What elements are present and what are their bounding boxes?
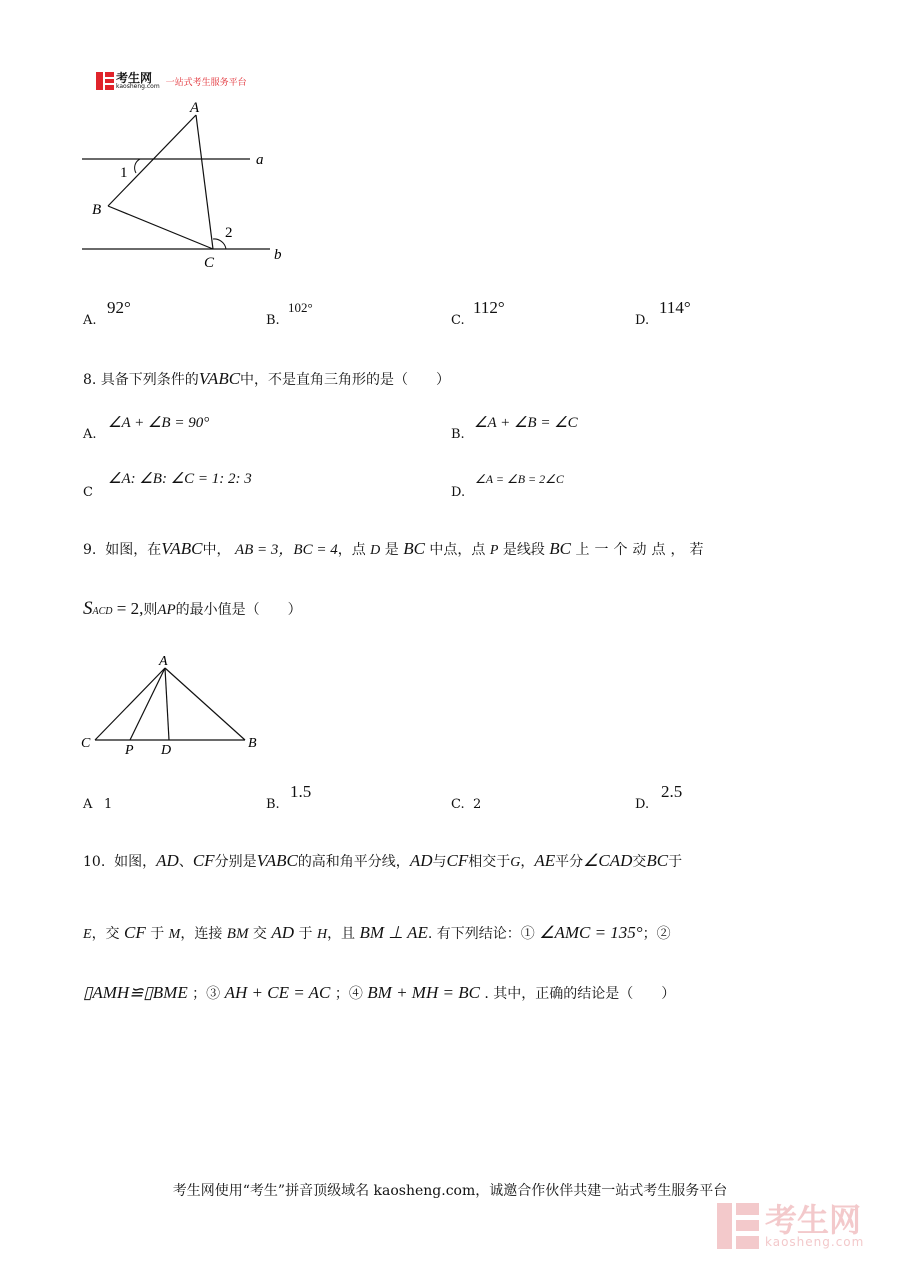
q10-text: 、 <box>178 854 193 870</box>
q9-option-c-value: 2 <box>473 797 482 812</box>
q9-area-eq: = 2, <box>112 599 144 618</box>
q10-text: ；② <box>642 926 671 942</box>
q10-ae: AE <box>534 851 556 870</box>
q10-m: M <box>168 927 181 942</box>
q9-ap: AP <box>157 602 176 618</box>
q10-triangle: VABC <box>256 851 298 870</box>
footer-text: 考生网使用“考生”拼音顶级域名 kaosheng.com，诚邀合作伙伴共建一站式考生服务平台 <box>172 1183 728 1199</box>
q10-ad: AD <box>271 923 295 942</box>
q10-text: 相交于 <box>468 854 511 870</box>
q10-bc: BC <box>646 851 669 870</box>
brand-logo-icon <box>96 72 114 90</box>
q10-g: G <box>510 855 521 870</box>
watermark-logo-icon <box>717 1203 759 1249</box>
point-c-label: C <box>204 255 215 271</box>
q7-option-b-value: 102° <box>288 300 313 315</box>
q9-option-b-letter: B. <box>266 797 280 812</box>
q9-option-c-letter: C. <box>451 797 465 812</box>
point-a-label: A <box>159 654 168 669</box>
q8-option-b-value: ∠A + ∠B = ∠C <box>474 415 578 431</box>
q7-option-c-letter: C. <box>451 313 465 328</box>
q9-d: D <box>370 543 381 558</box>
q10-cf2: CF <box>446 851 469 870</box>
brand-slogan: 一站式考生服务平台 <box>165 77 247 88</box>
brand-logo <box>96 72 247 90</box>
q10-text: . 有下列结论：① <box>427 926 535 942</box>
q9-option-d-letter: D. <box>635 797 650 812</box>
segment-ap <box>130 668 165 740</box>
q9-text: 的最小值是（ ） <box>175 602 302 618</box>
q10-text: 分别是 <box>214 854 257 870</box>
q10-text: 交 <box>252 926 267 942</box>
q10-angle-amc: ∠AMC = 135° <box>539 923 643 942</box>
q10-text: 与 <box>432 854 447 870</box>
q9-option-d-value: 2.5 <box>661 782 683 801</box>
segment-ab <box>165 668 245 740</box>
q8-option-d-value: ∠A = ∠B = 2∠C <box>475 472 564 486</box>
q9-text: 则 <box>143 602 158 618</box>
q10-ad: AD <box>156 851 179 870</box>
q9-text: ，点 <box>337 542 366 558</box>
watermark-domain: kaosheng.com <box>765 1235 865 1249</box>
q10-text: 如图， <box>114 854 157 870</box>
q7-figure <box>70 95 300 275</box>
q9-option-b-value: 1.5 <box>290 782 312 801</box>
q10-text: 的高和角平分线， <box>297 854 410 870</box>
q10-conclusion-3: AH + CE = AC <box>224 983 331 1002</box>
q10-h: H <box>316 927 328 942</box>
segment-ab <box>108 115 196 206</box>
q9-number: 9. <box>83 542 97 558</box>
q9-p: P <box>489 543 499 558</box>
q8-stem <box>83 369 450 389</box>
point-p-label: P <box>125 743 134 758</box>
q10-text: 交 <box>632 854 647 870</box>
angle-2-label: 2 <box>225 225 233 241</box>
q10-line2 <box>83 923 671 943</box>
q9-bc2: BC <box>403 539 425 558</box>
q9-figure <box>75 650 275 760</box>
q10-angle-cad: ∠CAD <box>583 851 633 870</box>
q9-text: 如图，在 <box>105 542 162 558</box>
q10-text: 于 <box>668 854 683 870</box>
q10-text: ；③ <box>192 986 221 1002</box>
q10-text: 平分 <box>555 854 584 870</box>
q10-congruence: ▯AMH≌▯BME <box>83 983 188 1002</box>
q9-text: 上一个动点，若 <box>575 542 709 558</box>
q8-option-a-letter: A. <box>83 427 97 442</box>
q8-stem-pre: 具备下列条件的 <box>100 372 199 388</box>
q9-stem-line1 <box>83 538 708 559</box>
point-b-label: B <box>248 736 257 751</box>
q10-text: ，且 <box>327 926 356 942</box>
q9-area-symbol: S <box>83 598 93 619</box>
q10-text: ，交 <box>91 926 120 942</box>
q8-number: 8. <box>83 372 97 388</box>
segment-ad <box>165 668 169 740</box>
q10-cf: CF <box>124 923 146 942</box>
q10-text: 于 <box>298 926 313 942</box>
point-a-label: A <box>190 100 200 116</box>
q10-line1 <box>83 851 682 871</box>
q8-stem-post: 中，不是直角三角形的是（ ） <box>240 372 451 388</box>
segment-ac <box>196 115 213 249</box>
q10-line3 <box>83 983 675 1003</box>
q7-option-d-letter: D. <box>635 313 650 328</box>
segment-ac <box>95 668 165 740</box>
q9-ab: AB = 3， <box>234 542 294 558</box>
q10-cf: CF <box>192 851 215 870</box>
q7-option-c-value: 112° <box>473 298 505 317</box>
point-b-label: B <box>92 202 102 218</box>
q9-option-a-value: 1 <box>104 797 113 812</box>
q7-option-a-value: 92° <box>107 298 131 317</box>
point-d-label: D <box>161 743 172 758</box>
brand-name: 考生网 <box>116 71 153 85</box>
q9-bc3: BC <box>549 539 572 558</box>
q8-triangle: VABC <box>198 369 241 388</box>
q9-text: 是 <box>384 542 399 558</box>
q10-ad2: AD <box>409 851 433 870</box>
q8-option-b-letter: B. <box>451 427 465 442</box>
q10-bm: BM <box>226 926 249 942</box>
q10-text: . 其中，正确的结论是（ ） <box>484 986 676 1002</box>
q7-option-a-letter: A. <box>83 313 97 328</box>
q7-option-b-letter: B. <box>266 313 280 328</box>
line-a-label: a <box>256 152 264 168</box>
q7-option-d-value: 114° <box>659 298 691 317</box>
q9-option-a-letter: A <box>83 797 93 812</box>
q10-number: 10. <box>83 854 106 870</box>
q9-area-subscript: ACD <box>92 606 113 617</box>
line-b-label: b <box>274 247 282 263</box>
q9-text: 中， <box>202 542 231 558</box>
q10-text: ，连接 <box>180 926 223 942</box>
watermark <box>717 1203 864 1249</box>
angle-1-arc <box>135 159 140 173</box>
q9-text: 中点，点 <box>429 542 486 558</box>
q8-option-a-value: ∠A + ∠B = 90° <box>108 415 210 431</box>
point-c-label: C <box>81 736 91 751</box>
watermark-brand: 考生网 <box>765 1201 862 1239</box>
q8-option-c-value: ∠A: ∠B: ∠C = 1: 2: 3 <box>108 471 252 487</box>
q10-text: ；④ <box>334 986 363 1002</box>
angle-1-label: 1 <box>120 165 128 181</box>
q9-triangle: VABC <box>161 539 203 558</box>
q10-perp: BM ⊥ AE <box>359 923 428 942</box>
q8-option-d-letter: D. <box>451 485 466 500</box>
q9-text: 是线段 <box>502 542 545 558</box>
q10-text: 于 <box>150 926 165 942</box>
q10-e: E <box>83 927 92 942</box>
q10-text: ， <box>520 854 535 870</box>
segment-bc <box>108 206 213 249</box>
q9-bc: BC = 4 <box>293 542 338 558</box>
q10-conclusion-4: BM + MH = BC <box>367 983 480 1002</box>
brand-domain: kaosheng.com <box>116 83 160 90</box>
q8-option-c-letter: C <box>83 485 93 500</box>
q9-stem-line2 <box>83 598 302 620</box>
